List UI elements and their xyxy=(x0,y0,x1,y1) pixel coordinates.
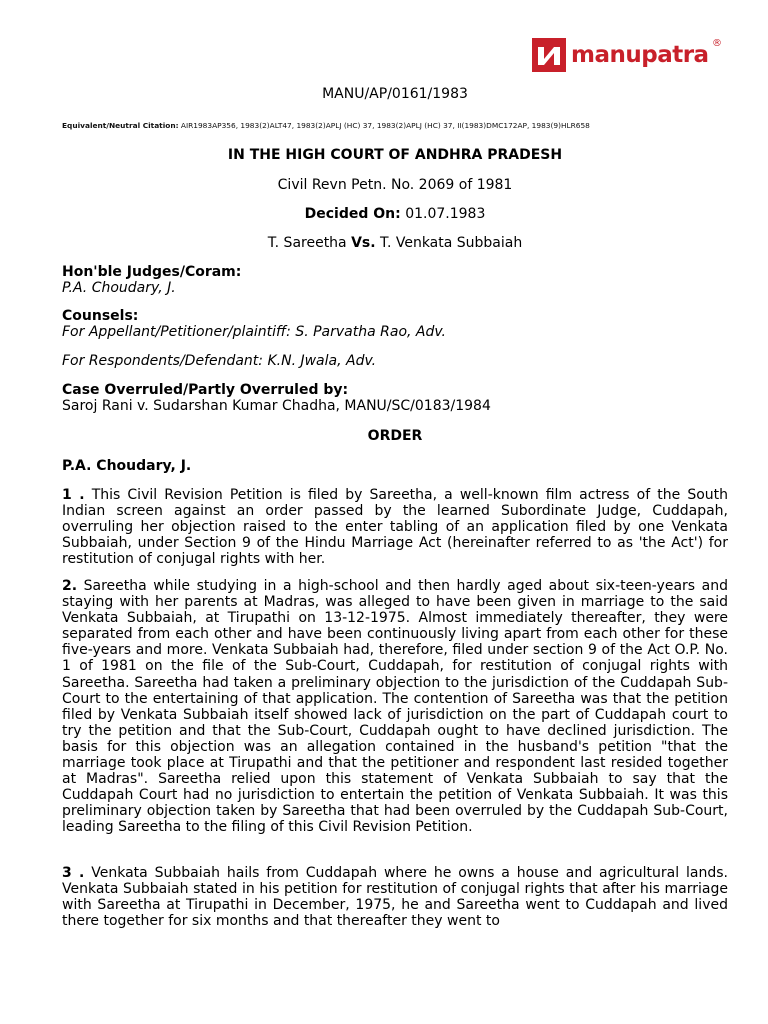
citation-number: MANU/AP/0161/1983 xyxy=(322,86,468,102)
decided-on-date: 01.07.1983 xyxy=(405,206,486,222)
respondent-name: T. Venkata Subbaiah xyxy=(380,235,523,251)
paragraph-number: 2. xyxy=(62,578,78,594)
paragraph-text: Venkata Subbaiah hails from Cuddapah where he owns a house and agricultural lands. Venkata Subbaiah stated in his petition for restitution of conjugal rights that after his marriage with Sareetha at Tirupathi in December, 1975, he and Sareetha went to Cuddapah and lived there together for six months and that thereafter they went to xyxy=(62,865,728,930)
paragraph-number: 3 . xyxy=(62,865,85,881)
appellant-counsel: For Appellant/Petitioner/plaintiff: S. Parvatha Rao, Adv. xyxy=(62,324,446,340)
decided-on-label: Decided On: xyxy=(304,206,401,222)
order-heading: ORDER xyxy=(367,428,423,444)
versus: Vs. xyxy=(351,235,376,251)
paragraph-text: Sareetha while studying in a high-school and then hardly aged about six-teen-years and staying with her parents at Madras, was alleged to have been given in marriage to the said Venkata Subbaiah, at Tirupathi on 13-12-1975. Almost immediately thereafter, they were separated from each other and have been continuously living apart from each other for these five-years and more. Venkata Subbaiah had, therefore, filed under section 9 of the Act O.P. No. 1 of 1981 on the file of the Sub-Court, Cuddapah, for restitution of conjugal rights with Sareetha. Sareetha had taken a preliminary objection to the jurisdiction of the Cuddapah Sub-Court to the entertaining of that application. The contention of Sareetha was that the petition filed by Venkata Subbaiah itself showed lack of jurisdiction on the part of Cuddapah court to try the petition and that the Sub-Court, Cuddapah ought to have declined jurisdiction. The basis for this objection was an allegation contained in the husband's petition "that the marriage took place at Tirupathi and that the petitioner and respondent last resided together at Madras". Sareetha relied upon this statement of Venkata Subbaiah to say that the Cuddapah Court had no jurisdiction to entertain the petition of Venkata Subbaiah. It was this preliminary objection taken by Sareetha that had been overruled by the Cuddapah Sub-Court, leading Sareetha to the filing of this Civil Revision Petition. xyxy=(62,578,728,836)
paragraph-2 xyxy=(62,578,728,836)
court-name: IN THE HIGH COURT OF ANDHRA PRADESH xyxy=(227,147,563,163)
equivalent-citation xyxy=(62,121,728,130)
brand-name: manupatra xyxy=(571,42,709,68)
appellant-name: T. Sareetha xyxy=(267,235,347,251)
paragraph-number: 1 . xyxy=(62,487,85,503)
counsels-section xyxy=(62,308,728,340)
equivalent-citation-label: Equivalent/Neutral Citation: xyxy=(62,121,179,130)
overruled-case: Saroj Rani v. Sudarshan Kumar Chadha, MANU/SC/0183/1984 xyxy=(62,398,491,414)
judges-section xyxy=(62,264,728,296)
overruled-section xyxy=(62,382,728,414)
petition-number: Civil Revn Petn. No. 2069 of 1981 xyxy=(277,177,513,193)
registered-mark: ® xyxy=(712,38,722,49)
order-judge: P.A. Choudary, J. xyxy=(62,458,192,474)
judges-heading: Hon'ble Judges/Coram: xyxy=(62,264,242,280)
paragraph-text: This Civil Revision Petition is filed by Sareetha, a well-known film actress of the South Indian screen against an order passed by the learned Subordinate Judge, Cuddapah, overruling her objection raised to the enter tabling of an application filed by one Venkata Subbaiah, under Section 9 of the Hindu Marriage Act (hereinafter referred to as 'the Act') for restitution of conjugal rights with her. xyxy=(62,487,729,568)
case-parties xyxy=(62,235,728,251)
judge-name: P.A. Choudary, J. xyxy=(62,280,176,296)
paragraph-1 xyxy=(62,487,728,567)
overruled-heading: Case Overruled/Partly Overruled by: xyxy=(62,382,349,398)
respondent-counsel: For Respondents/Defendant: K.N. Jwala, Adv. xyxy=(62,353,377,369)
counsels-heading: Counsels: xyxy=(62,308,139,324)
manupatra-logo xyxy=(532,38,732,74)
decided-on xyxy=(62,206,728,222)
manupatra-logo-icon xyxy=(532,38,566,72)
equivalent-citation-value: AIR1983AP356, 1983(2)ALT47, 1983(2)APLJ (HC) 37, 1983(2)APLJ (HC) 37, II(1983)DMC172AP, 1983(9)HLR658 xyxy=(180,121,590,130)
paragraph-3 xyxy=(62,865,728,929)
